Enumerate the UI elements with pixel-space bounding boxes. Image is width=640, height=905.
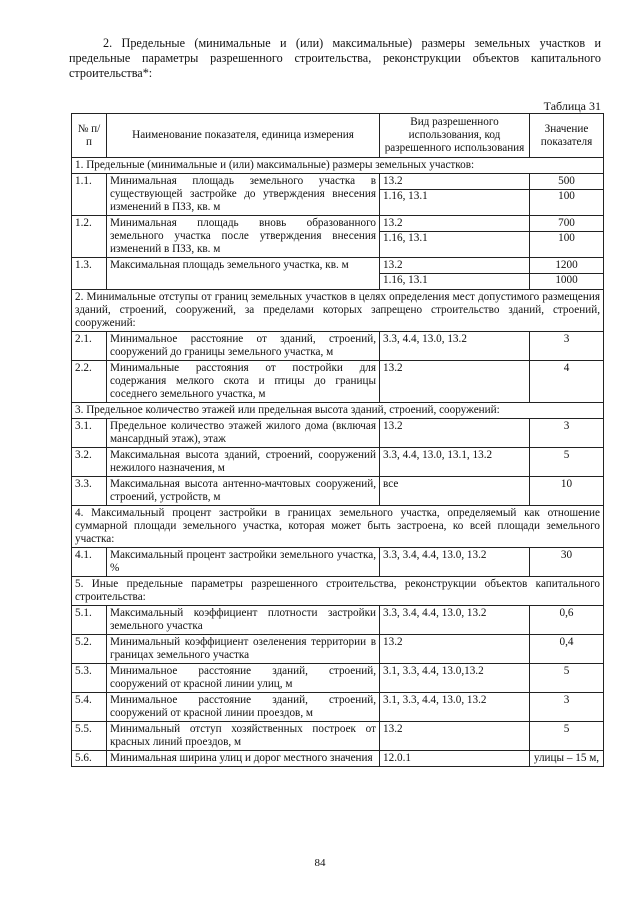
- row-value: 1000: [555, 274, 578, 286]
- row-value: 5: [530, 448, 604, 477]
- intro-paragraph: [69, 36, 601, 81]
- table-row: [72, 693, 604, 722]
- row-code: 3.1, 3.3, 4.4, 13.0, 13.2: [380, 693, 530, 722]
- section-row: [72, 290, 604, 332]
- row-code: 13.2: [380, 361, 530, 403]
- row-num: 5.6.: [72, 751, 107, 767]
- table-row: [72, 361, 604, 403]
- row-name: Минимальные расстояния от постройки для содержания мелкого скота и птицы до границы соседнего земельного участка, м: [107, 361, 380, 403]
- table-header-row: [72, 114, 604, 158]
- row-name: Минимальный отступ хозяйственных построек от красных линий проездов, м: [107, 722, 380, 751]
- row-value: 4: [530, 361, 604, 403]
- table-row: [72, 635, 604, 664]
- row-num: 5.3.: [72, 664, 107, 693]
- row-num: 1.3.: [72, 258, 107, 290]
- row-name: Максимальная высота антенно-мачтовых сооружений, строений, устройств, м: [107, 477, 380, 506]
- page-number: 84: [314, 857, 326, 869]
- table-row: [72, 606, 604, 635]
- section-row: [72, 577, 604, 606]
- table-caption: Таблица 31: [543, 99, 601, 113]
- row-code: 3.1, 3.3, 4.4, 13.0,13.2: [380, 664, 530, 693]
- row-code: 13.2: [380, 217, 529, 232]
- row-value: 0,4: [530, 635, 604, 664]
- row-num: 3.1.: [72, 419, 107, 448]
- row-code: 12.0.1: [380, 751, 530, 767]
- row-value: 700: [530, 217, 603, 232]
- row-name: Максимальный процент застройки земельного участка, %: [107, 548, 380, 577]
- row-value: 10: [530, 477, 604, 506]
- header-value: Значение показателя: [530, 114, 604, 158]
- row-value: 5: [530, 664, 604, 693]
- row-value: 0,6: [530, 606, 604, 635]
- row-value: 3: [530, 332, 604, 361]
- row-name: Предельное количество этажей жилого дома (включая мансардный этаж), этаж: [107, 419, 380, 448]
- table-row: [72, 216, 604, 258]
- row-num: 2.1.: [72, 332, 107, 361]
- row-name: Минимальная площадь вновь образованного земельного участка после утверждения внесения изменений в ПЗЗ, кв. м: [107, 216, 380, 258]
- intro-text: 2. Предельные (минимальные и (или) максимальные) размеры земельных участков и предельные параметры разрешенного строительства, реконструкции объектов капитального строительства*:: [69, 36, 601, 80]
- row-code: 3.3, 4.4, 13.0, 13.2: [380, 332, 530, 361]
- row-num: 5.1.: [72, 606, 107, 635]
- row-name: Минимальная ширина улиц и дорог местного значения: [107, 751, 380, 767]
- row-code: 3.3, 3.4, 4.4, 13.0, 13.2: [380, 606, 530, 635]
- row-value: 100: [558, 232, 575, 244]
- row-num: 2.2.: [72, 361, 107, 403]
- row-value: 30: [530, 548, 604, 577]
- row-code: 1.16, 13.1: [383, 190, 428, 202]
- table-row: [72, 174, 604, 216]
- row-value: улицы – 15 м,: [530, 751, 604, 767]
- table-row: [72, 664, 604, 693]
- table-row: [72, 258, 604, 290]
- table-row: [72, 419, 604, 448]
- row-code: все: [380, 477, 530, 506]
- table-row: [72, 548, 604, 577]
- row-num: 5.5.: [72, 722, 107, 751]
- row-code: 13.2: [380, 722, 530, 751]
- row-value: 3: [530, 693, 604, 722]
- table-row: [72, 722, 604, 751]
- table-row: [72, 448, 604, 477]
- row-num: 1.2.: [72, 216, 107, 258]
- row-name: Минимальное расстояние зданий, строений, сооружений от красной линии проездов, м: [107, 693, 380, 722]
- row-value: 3: [530, 419, 604, 448]
- row-num: 5.4.: [72, 693, 107, 722]
- row-code: 13.2: [380, 259, 529, 274]
- row-name: Минимальное расстояние от зданий, строений, сооружений до границы земельного участка, м: [107, 332, 380, 361]
- row-value: 5: [530, 722, 604, 751]
- row-num: 3.3.: [72, 477, 107, 506]
- row-name: Максимальная высота зданий, строений, сооружений нежилого назначения, м: [107, 448, 380, 477]
- section-title: 2. Минимальные отступы от границ земельных участков в целях определения мест допустимого размещения зданий, строений, сооружений, за пределами которых запрещено строительство зданий, строений, сооружений:: [72, 290, 604, 332]
- row-name: Максимальный коэффициент плотности застройки земельного участка: [107, 606, 380, 635]
- row-name: Минимальное расстояние зданий, строений, сооружений от красной линии улиц, м: [107, 664, 380, 693]
- row-num: 1.1.: [72, 174, 107, 216]
- row-name: Максимальная площадь земельного участка, кв. м: [107, 258, 380, 290]
- row-code: 13.2: [380, 419, 530, 448]
- table-row: [72, 477, 604, 506]
- row-code: 13.2: [380, 175, 529, 190]
- row-num: 5.2.: [72, 635, 107, 664]
- row-num: 4.1.: [72, 548, 107, 577]
- row-code: 13.2: [380, 635, 530, 664]
- table-row: [72, 751, 604, 767]
- table-row: [72, 332, 604, 361]
- row-code: 3.3, 3.4, 4.4, 13.0, 13.2: [380, 548, 530, 577]
- row-code: 1.16, 13.1: [383, 274, 428, 286]
- section-title: 5. Иные предельные параметры разрешенного строительства, реконструкции объектов капитального строительства:: [72, 577, 604, 606]
- section-row: [72, 158, 604, 174]
- header-num: № п/п: [72, 114, 107, 158]
- section-title: 1. Предельные (минимальные и (или) максимальные) размеры земельных участков:: [72, 158, 604, 174]
- row-num: 3.2.: [72, 448, 107, 477]
- row-value: 500: [530, 175, 603, 190]
- header-name: Наименование показателя, единица измерения: [107, 114, 380, 158]
- parameters-table: [71, 113, 604, 767]
- section-row: [72, 403, 604, 419]
- section-title: 3. Предельное количество этажей или предельная высота зданий, строений, сооружений:: [72, 403, 604, 419]
- section-title: 4. Максимальный процент застройки в границах земельного участка, определяемый как отношение суммарной площади земельного участка, которая может быть застроена, ко всей площади земельного участка:: [72, 506, 604, 548]
- row-name: Минимальный коэффициент озеленения территории в границах земельного участка: [107, 635, 380, 664]
- row-code: 1.16, 13.1: [383, 232, 428, 244]
- row-name: Минимальная площадь земельного участка в существующей застройке до утверждения внесения изменений в ПЗЗ, кв. м: [107, 174, 380, 216]
- header-code: Вид разрешенного использования, код разрешенного использования: [380, 114, 530, 158]
- section-row: [72, 506, 604, 548]
- row-code: 3.3, 4.4, 13.0, 13.1, 13.2: [380, 448, 530, 477]
- row-value: 100: [558, 190, 575, 202]
- row-value: 1200: [530, 259, 603, 274]
